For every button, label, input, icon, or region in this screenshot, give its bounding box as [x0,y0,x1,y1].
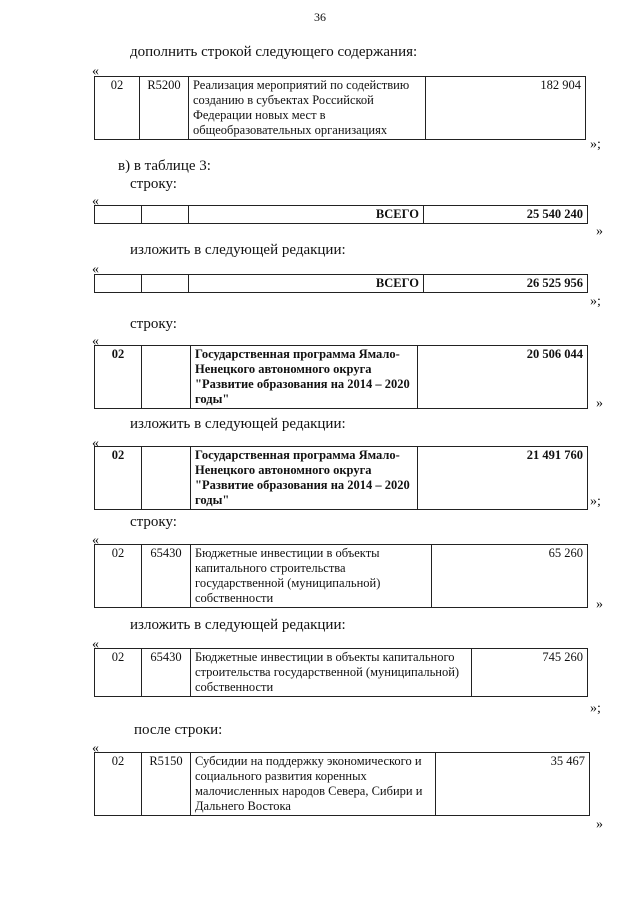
cell-code: 02 [95,447,142,510]
close-quote: »; [590,294,601,309]
cell-empty [95,206,142,224]
close-quote: » [596,396,603,411]
cell-code: 02 [95,77,140,140]
izlozhit-label: изложить в следующей редакции: [130,617,346,633]
cell-code: 02 [95,649,142,697]
cell-name: Государственная программа Ямало-Ненецкого автономного округа "Развитие образования на 2014 – 2020 годы" [191,447,418,510]
cell-amount: 20 506 044 [418,346,588,409]
cell-label: ВСЕГО [189,275,424,293]
cell-amount: 21 491 760 [418,447,588,510]
cell-amount: 26 525 956 [424,275,588,293]
cell-amount: 65 260 [432,545,588,608]
cell-name: Субсидии на поддержку экономического и социального развития коренных малочисленных народов Севера, Сибири и Дальнего Востока [191,753,436,816]
close-quote: »; [590,137,601,152]
cell-empty [95,275,142,293]
izlozhit-label: изложить в следующей редакции: [130,416,346,432]
cell-empty [142,206,189,224]
stroku-label: строку: [130,316,177,332]
open-quote: « [92,637,99,652]
open-quote: « [92,533,99,548]
table3-heading: в) в таблице 3: [118,158,211,174]
close-quote: »; [590,494,601,509]
cell-kbk: R5200 [140,77,189,140]
page-number: 36 [314,10,326,24]
table-vsego-old [94,205,588,224]
cell-name: Бюджетные инвестиции в объекты капитального строительства государственной (муниципальной) собственности [191,545,432,608]
open-quote: « [92,436,99,451]
cell-amount: 35 467 [436,753,590,816]
izlozhit-label: изложить в следующей редакции: [130,242,346,258]
open-quote: « [92,741,99,756]
stroku-label: строку: [130,176,177,192]
cell-kbk: 65430 [142,545,191,608]
cell-empty [142,275,189,293]
close-quote: »; [590,701,601,716]
open-quote: « [92,194,99,209]
cell-code: 02 [95,545,142,608]
cell-code: 02 [95,346,142,409]
close-quote: » [596,597,603,612]
table-invest-new [94,648,588,697]
cell-name: Реализация мероприятий по содействию созданию в субъектах Российской Федерации новых мест в общеобразовательных организациях [189,77,426,140]
close-quote: » [596,224,603,239]
cell-amount: 745 260 [472,649,588,697]
cell-empty [142,346,191,409]
close-quote: » [596,817,603,832]
cell-name: Государственная программа Ямало-Ненецкого автономного округа "Развитие образования на 2014 – 2020 годы" [191,346,418,409]
open-quote: « [92,64,99,79]
cell-kbk: 65430 [142,649,191,697]
posle-label: после строки: [134,722,223,738]
open-quote: « [92,262,99,277]
cell-kbk: R5150 [142,753,191,816]
table-vsego-new [94,274,588,293]
cell-name: Бюджетные инвестиции в объекты капитального строительства государственной (муниципальной) собственности [191,649,472,697]
cell-amount: 182 904 [426,77,586,140]
cell-amount: 25 540 240 [424,206,588,224]
stroku-label: строку: [130,514,177,530]
cell-code: 02 [95,753,142,816]
cell-label: ВСЕГО [189,206,424,224]
table-invest-old [94,544,588,608]
intro-text: дополнить строкой следующего содержания: [130,44,418,60]
table-program-old [94,345,588,409]
open-quote: « [92,334,99,349]
table-program-new [94,446,588,510]
table-subsidy [94,752,590,816]
cell-empty [142,447,191,510]
table-row-add [94,76,586,140]
